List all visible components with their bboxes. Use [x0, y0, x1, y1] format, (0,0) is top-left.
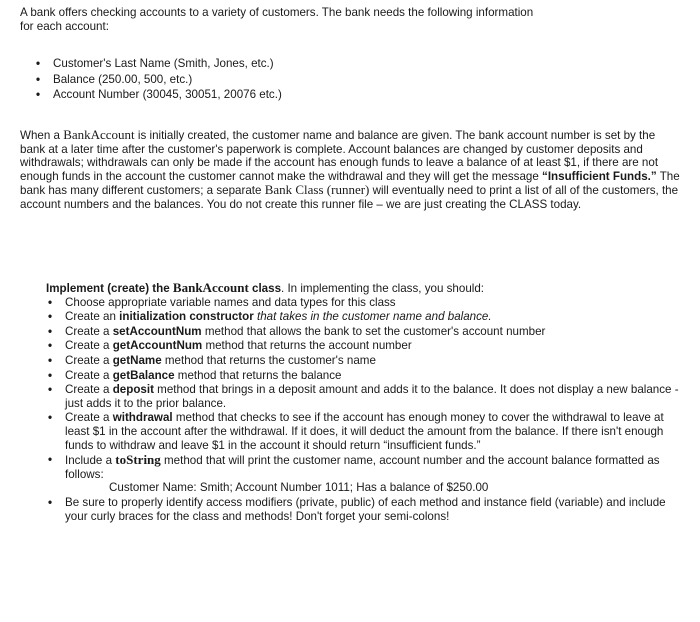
- account-fields-list: [34, 57, 634, 104]
- item-text: Create a: [65, 324, 113, 338]
- item-keyword: deposit: [112, 383, 154, 397]
- item-keyword: initialization constructor: [119, 310, 254, 324]
- paragraph-text: will eventually need to print a list of all of the customers, the account numbers and the balances. You do not create this runner file – we are just creating the CLASS today.: [20, 184, 679, 211]
- paragraph-text: When a: [20, 129, 64, 142]
- heading-rest: . In implementing the class, you should:: [281, 282, 485, 295]
- item-text: method that returns the balance: [174, 368, 342, 382]
- bank-class-name: Bank Class (runner): [264, 182, 370, 198]
- item-keyword: toString: [115, 452, 161, 468]
- sample-output: Customer Name: Smith; Account Number 1011; Has a balance of $250.00: [109, 481, 489, 495]
- item-text: Create a: [65, 411, 113, 425]
- list-item: [46, 411, 686, 452]
- paragraph-text: The bank has many different customers; a separate: [20, 169, 680, 198]
- paragraph-text: is initially created, the customer name and balance are given. The bank account number is set by the bank at a later time after the customer's paperwork is complete. Account balances are changed by customer deposits and withdrawals; withdrawals can only be made if the account has enough funds to leave a balance of at least $1, if there are not enough funds in the account the customer cannot make the withdrawal and they will get the message: [20, 129, 659, 183]
- item-italic: that takes in the customer name and balance.: [253, 310, 492, 324]
- heading-class-name: BankAccount: [172, 280, 249, 295]
- item-text: method that returns the account number: [202, 339, 412, 353]
- item-text: Create a: [65, 368, 113, 382]
- list-item: [46, 496, 686, 523]
- insufficient-funds-message: “Insufficient Funds.”: [542, 169, 657, 183]
- list-item: [46, 369, 686, 383]
- item-keyword: setAccountNum: [112, 324, 202, 338]
- class-name: BankAccount: [63, 127, 135, 142]
- heading-class-suffix: class: [248, 282, 282, 295]
- list-item: • Balance (250.00, 500, etc.): [34, 73, 634, 87]
- requirements-list: [46, 296, 686, 524]
- list-item: [46, 383, 686, 410]
- item-keyword: getAccountNum: [112, 339, 203, 353]
- implementation-section: [46, 281, 686, 524]
- item-text: Be sure to properly identify access modifiers (private, public) of each method and instance field (variable) and include your curly braces for the class and methods! Don't forget your semi-colons!: [65, 495, 666, 523]
- item-keyword: withdrawal: [112, 411, 173, 425]
- description-paragraph: [20, 128, 682, 212]
- item-text: method that checks to see if the account has enough money to cover the withdrawal to leave at least $1 in the account after the withdrawal. If it does, it will deduct the amount from the balance. If there isn't enough funds to withdraw and leave $1 in the account it should return “insufficient funds.”: [65, 411, 664, 452]
- intro-text: [20, 6, 680, 33]
- list-item: [46, 296, 686, 310]
- item-keyword: getBalance: [112, 368, 175, 382]
- implementation-heading: [46, 281, 686, 296]
- list-item: • Customer's Last Name (Smith, Jones, etc.): [34, 57, 634, 71]
- intro-line-1: A bank offers checking accounts to a variety of customers. The bank needs the following information: [20, 6, 534, 19]
- list-item: [46, 354, 686, 368]
- list-item: [46, 339, 686, 353]
- list-item: • Account Number (30045, 30051, 20076 etc.): [34, 88, 634, 102]
- item-text: Choose appropriate variable names and data types for this class: [65, 295, 396, 309]
- item-text: Create an: [65, 310, 120, 324]
- item-text: Create a: [65, 339, 113, 353]
- item-text: Create a: [65, 383, 113, 397]
- item-text: Create a: [65, 353, 113, 367]
- list-item: [46, 453, 686, 495]
- item-text: method that will print the customer name, account number and the account balance formatted as follows:: [65, 454, 660, 481]
- item-text: Include a: [65, 454, 116, 468]
- heading-bold: Implement (create) the: [46, 282, 173, 295]
- item-text: method that allows the bank to set the customer's account number: [201, 324, 546, 338]
- item-keyword: getName: [112, 353, 162, 367]
- intro-line-2: for each account:: [20, 19, 109, 33]
- list-item: [46, 325, 686, 339]
- item-text: method that brings in a deposit amount and adds it to the balance. It does not display a new balance - just adds it to the prior balance.: [65, 383, 679, 410]
- item-text: method that returns the customer's name: [161, 353, 376, 367]
- list-item: [46, 310, 686, 324]
